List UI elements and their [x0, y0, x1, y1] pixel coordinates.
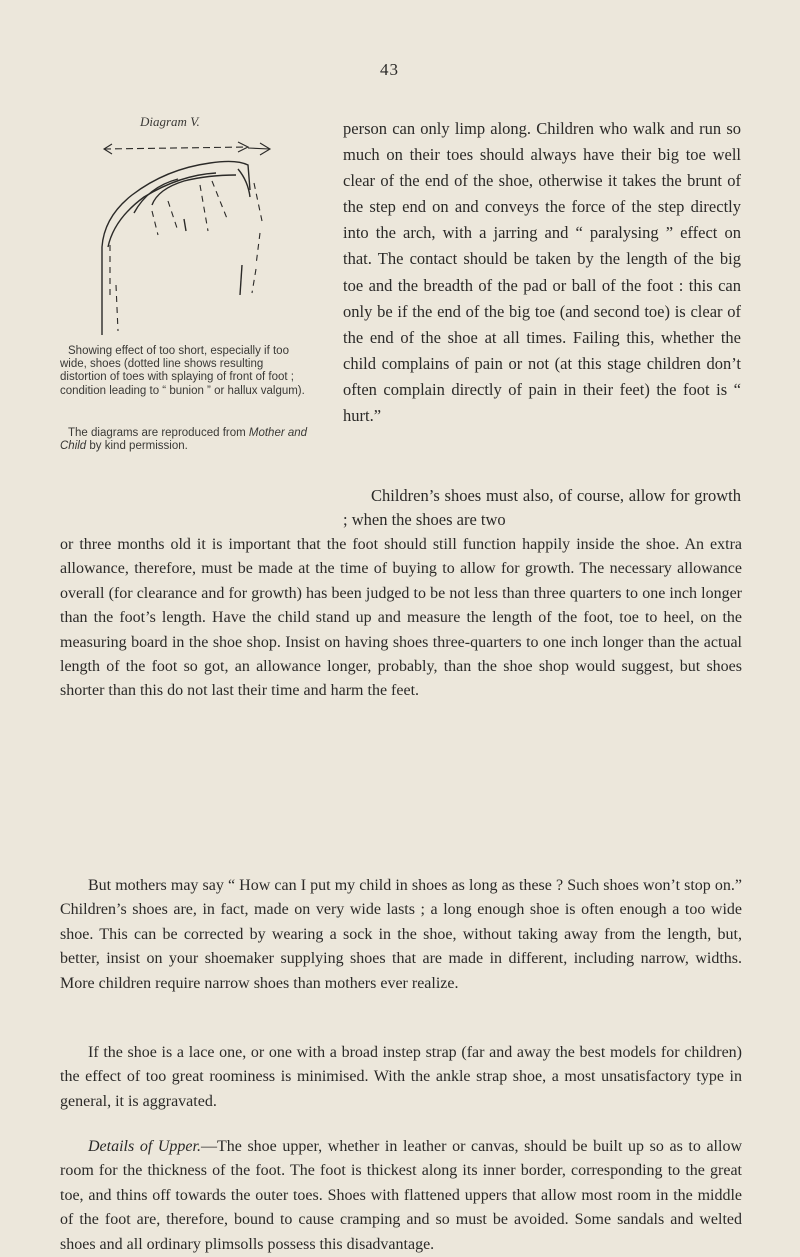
- figure-caption: Showing effect of too short, especially if too wide, shoes (dotted line shows resulting distortion of toes with splaying of front of foot ; condition leading to “ bunion ” or hallux valgum).: [60, 345, 305, 397]
- credit-prefix: The diagrams are reproduced from: [68, 427, 249, 439]
- figure-credit: [60, 427, 310, 453]
- paragraph-continuation: person can only limp along. Children who walk and run so much on their toes should always have their big toe well clear of the end of the shoe, otherwise it takes the brunt of the step end on and conveys the force of the step directly into the arch, with a jarring and “ paralysing ” effect on that. The contact should be taken by the length of the big toe and the breadth of the pad or ball of the foot : this can only be if the end of the big toe (and second toe) is clear of the end of the shoe at all times. Failing this, whether the child complains of pain or not (at this stage children don’t often complain directly of pain in their feet) the foot is “ hurt.”: [343, 119, 741, 426]
- paragraph-lace-shoe: If the shoe is a lace one, or one with a broad instep strap (far and away the best models for children) the effect of too great roominess is minimised. With the ankle strap shoe, a most unsatisfactory type in general, it is aggravated.: [60, 1044, 742, 1110]
- credit-source: Mother and Child: [60, 427, 308, 453]
- paragraph-growth-body: or three months old it is important that the foot should still function happily inside the shoe. An extra allowance, therefore, must be made at the time of buying to allow for growth. The necessary allowance overall (for clearance and for growth) has been judged to be not less than three quarters to one inch longer than the foot’s length. Have the child stand up and measure the length of the foot, toe to heel, on the measuring board in the shoe shop. Insist on having shoes three-quarters to one inch longer than the actual length of the foot so got, an allowance longer, probably, than the shoe shop would suggest, but shoes shorter than this do not last their time and harm the feet.: [60, 536, 742, 700]
- credit-suffix: by kind permission.: [86, 440, 188, 453]
- diagram-label: Diagram V.: [140, 114, 200, 129]
- paragraph-details-of-upper: [60, 1135, 742, 1257]
- run-in-heading: Details of Upper.: [88, 1138, 201, 1155]
- foot-diagram-illustration: [88, 135, 298, 345]
- paragraph-growth-start: Children’s shoes must also, of course, allow for growth ; when the shoes are two: [343, 486, 741, 530]
- paragraph-upper-body: —The shoe upper, whether in leather or canvas, should be built up so as to allow room for the thickness of the foot. The foot is thickest along its inner border, corresponding to the great toe, and thins off towards the outer toes. Shoes with flattened uppers that allow most room in the middle of the foot are, therefore, bound to cause cramping and so must be avoided. Some sandals and welted shoes and all ordinary plimsolls possess this disadvantage.: [60, 1138, 742, 1253]
- paragraph-mothers: But mothers may say “ How can I put my child in shoes as long as these ? Such shoes won’t stop on.” Children’s shoes are, in fact, made on very wide lasts ; a long enough shoe is often enough a too wide shoe. This can be corrected by wearing a sock in the shoe, without taking away from the length, but, better, insist on your shoemaker supplying shoes that are made in different, including narrow, widths. More children require narrow shoes than mothers ever realize.: [60, 877, 742, 992]
- page-number: 43: [380, 60, 399, 79]
